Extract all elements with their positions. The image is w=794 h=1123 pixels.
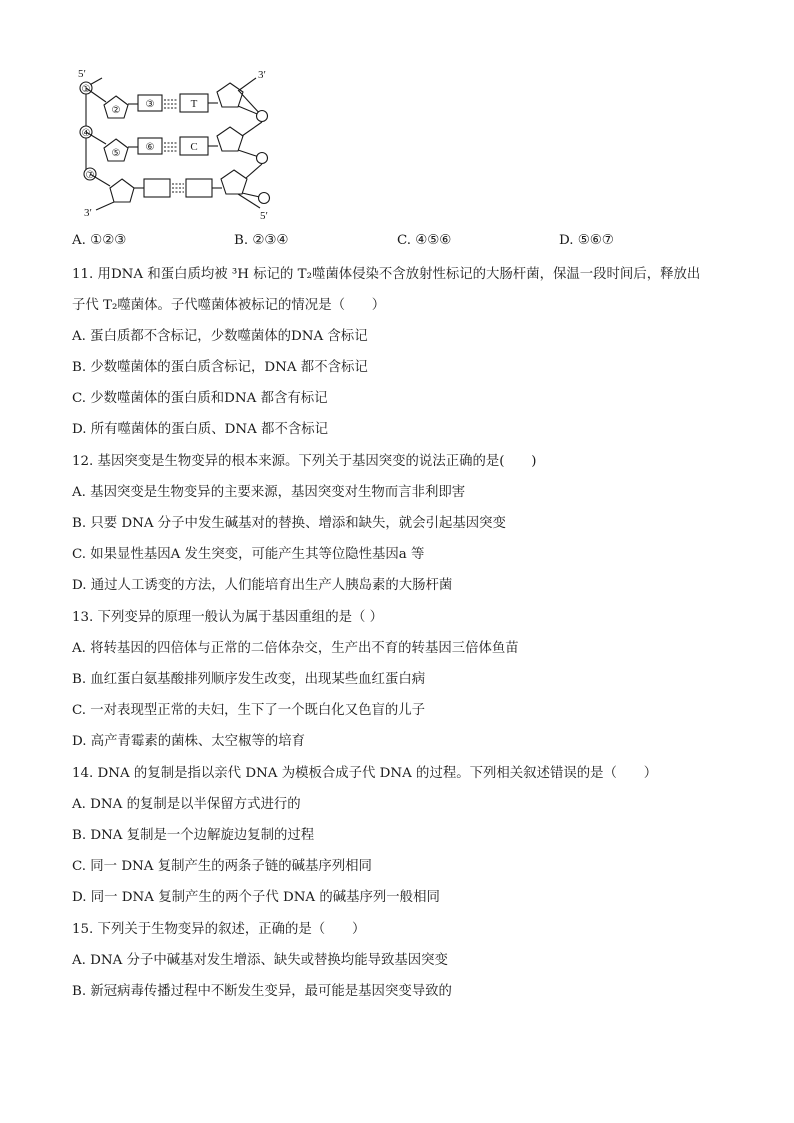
right-phosphate-2 [257,153,268,164]
q10-option-a: A. ①②③ [72,233,127,248]
q11-stem-line2: 子代 T₂噬菌体。子代噬菌体被标记的情况是（ ） [72,298,386,313]
q14-option-d: D. 同一 DNA 复制产生的两个子代 DNA 的碱基序列一般相同 [72,890,440,905]
q15-option-a: A. DNA 分子中碱基对发生增添、缺失或替换均能导致基因突变 [72,953,448,968]
right-sugar-3 [221,170,247,194]
label-3-prime-top: 3′ [258,69,266,81]
q14-stem: 14. DNA 的复制是指以亲代 DNA 为模板合成子代 DNA 的过程。下列相关叙述错误的是（ ） [72,766,658,781]
left-sugar-3 [110,179,134,202]
right-phosphate-3 [259,193,270,204]
q14-option-c: C. 同一 DNA 复制产生的两条子链的碱基序列相同 [72,859,372,874]
label-3-prime-bottom: 3′ [84,207,92,219]
q10-option-d: D. ⑤⑥⑦ [559,233,614,248]
q13-stem: 13. 下列变异的原理一般认为属于基因重组的是（ ） [72,610,384,625]
q10-option-c: C. ④⑤⑥ [397,233,452,248]
q11-option-a: A. 蛋白质都不含标记，少数噬菌体的DNA 含标记 [72,329,368,344]
marker-6-label: ⑥ [145,142,155,153]
q11-stem-line1: 11. 用DNA 和蛋白质均被 ³H 标记的 T₂噬菌体侵染不含放射性标记的大肠杆菌，保温一段时间后，释放出 [72,267,701,282]
q14-option-a: A. DNA 的复制是以半保留方式进行的 [72,797,301,812]
label-5-prime-top: 5′ [78,68,86,80]
right-sugar-2 [217,127,243,151]
marker-5-label: ⑤ [111,148,121,159]
marker-2-label: ② [111,105,121,116]
q12-option-a: A. 基因突变是生物变异的主要来源，基因突变对生物而言非利即害 [72,485,466,500]
dna-structure-diagram [72,66,282,226]
q13-option-c: C. 一对表现型正常的夫妇，生下了一个既白化又色盲的儿子 [72,703,426,718]
q11-option-c: C. 少数噬菌体的蛋白质和DNA 都含有标记 [72,391,328,406]
q11-option-d: D. 所有噬菌体的蛋白质、DNA 都不含标记 [72,422,329,437]
base-t-label: T [190,98,198,110]
marker-7-label: ⑦ [85,170,95,181]
marker-1-label: ① [81,84,91,95]
q12-stem: 12. 基因突变是生物变异的根本来源。下列关于基因突变的说法正确的是( ) [72,454,537,469]
base-box-3-left [144,179,170,197]
q11-option-b: B. 少数噬菌体的蛋白质含标记，DNA 都不含标记 [72,360,368,375]
q15-stem: 15. 下列关于生物变异的叙述，正确的是（ ） [72,922,366,937]
q12-option-b: B. 只要 DNA 分子中发生碱基对的替换、增添和缺失，就会引起基因突变 [72,516,506,531]
marker-4-label: ④ [81,128,91,139]
q13-option-b: B. 血红蛋白氨基酸排列顺序发生改变，出现某些血红蛋白病 [72,672,426,687]
q12-option-d: D. 通过人工诱变的方法，人们能培育出生产人胰岛素的大肠杆菌 [72,578,453,593]
q15-option-b: B. 新冠病毒传播过程中不断发生变异，最可能是基因突变导致的 [72,984,452,999]
q10-options [72,233,732,253]
q12-option-c: C. 如果显性基因A 发生突变，可能产生其等位隐性基因a 等 [72,547,425,562]
q10-option-b: B. ②③④ [234,233,289,248]
base-c-label: C [190,141,198,153]
q14-option-b: B. DNA 复制是一个边解旋边复制的过程 [72,828,315,843]
label-5-prime-bottom: 5′ [260,210,268,222]
q13-option-d: D. 高产青霉素的菌株、太空椒等的培育 [72,734,306,749]
right-phosphate-1 [257,111,268,122]
q13-option-a: A. 将转基因的四倍体与正常的二倍体杂交，生产出不育的转基因三倍体鱼苗 [72,641,519,656]
base-box-3-right [186,179,212,197]
marker-3-label: ③ [145,99,155,110]
right-sugar-1 [217,83,243,107]
